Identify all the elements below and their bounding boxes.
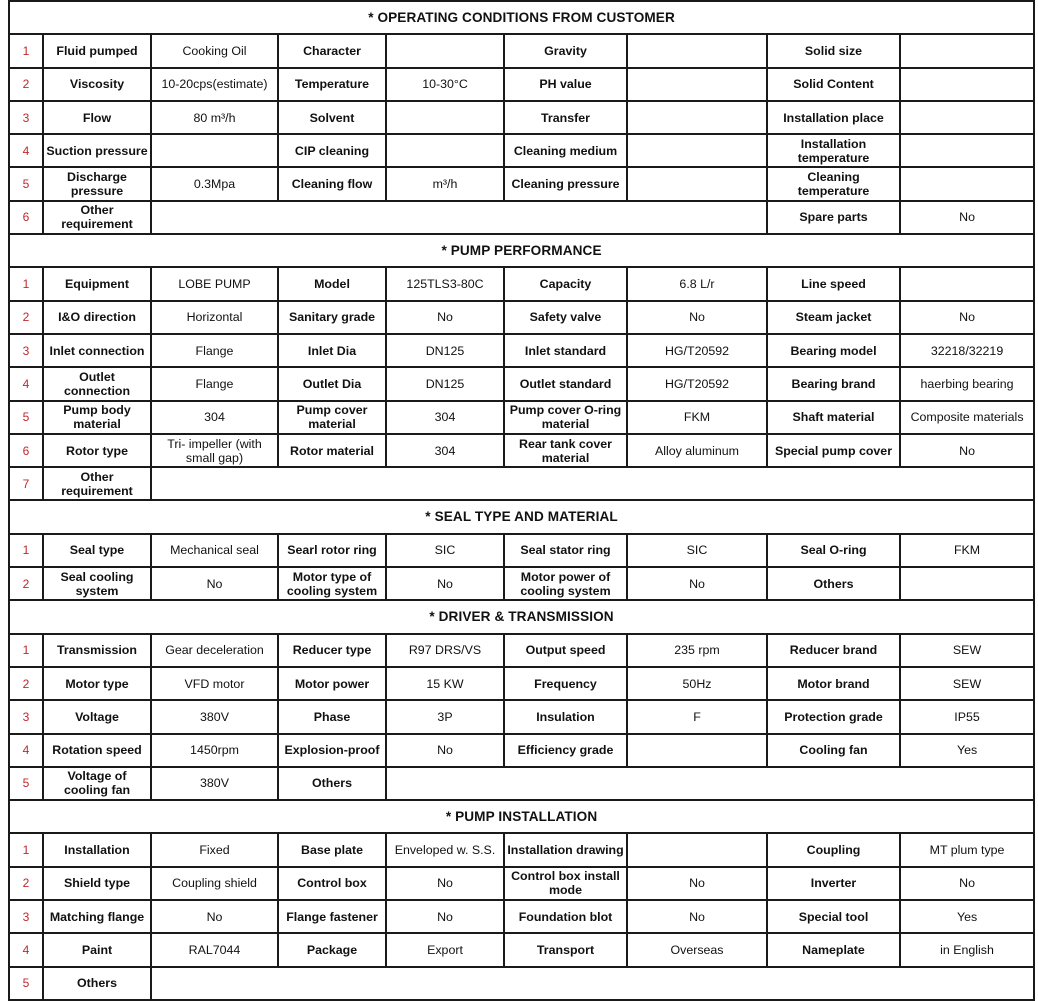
table-row <box>9 667 1034 700</box>
field-label: Paint <box>43 933 151 966</box>
field-label: Other requirement <box>43 467 151 500</box>
field-value: No <box>627 567 767 600</box>
field-label: Inlet Dia <box>278 334 386 367</box>
field-label: Inverter <box>767 867 900 900</box>
row-number: 4 <box>9 367 43 400</box>
field-value <box>900 567 1034 600</box>
field-label: Solid size <box>767 34 900 67</box>
field-value: RAL7044 <box>151 933 278 966</box>
field-value: No <box>151 567 278 600</box>
field-value: 125TLS3-80C <box>386 267 504 300</box>
field-label: Motor type <box>43 667 151 700</box>
field-value: No <box>900 434 1034 467</box>
field-value <box>386 767 1034 800</box>
field-value: HG/T20592 <box>627 367 767 400</box>
field-label: Character <box>278 34 386 67</box>
table-row <box>9 867 1034 900</box>
field-value: haerbing bearing <box>900 367 1034 400</box>
field-value <box>151 967 1034 1000</box>
field-label: Reducer brand <box>767 634 900 667</box>
row-number: 4 <box>9 933 43 966</box>
row-number: 5 <box>9 401 43 434</box>
field-value: Coupling shield <box>151 867 278 900</box>
field-value: 10-20cps(estimate) <box>151 68 278 101</box>
row-number: 3 <box>9 900 43 933</box>
field-value <box>900 267 1034 300</box>
row-number: 5 <box>9 767 43 800</box>
field-value: SIC <box>386 534 504 567</box>
field-value: Gear deceleration <box>151 634 278 667</box>
field-label: Special tool <box>767 900 900 933</box>
field-value: No <box>386 867 504 900</box>
field-label: Transport <box>504 933 627 966</box>
field-value: Alloy aluminum <box>627 434 767 467</box>
field-value <box>627 833 767 866</box>
field-label: Temperature <box>278 68 386 101</box>
table-row <box>9 767 1034 800</box>
table-row <box>9 434 1034 467</box>
row-number: 6 <box>9 201 43 234</box>
field-label: Motor power of cooling system <box>504 567 627 600</box>
row-number: 3 <box>9 101 43 134</box>
field-label: Control box <box>278 867 386 900</box>
field-label: Cleaning pressure <box>504 167 627 200</box>
field-value <box>151 201 767 234</box>
field-value <box>386 101 504 134</box>
field-value: Yes <box>900 734 1034 767</box>
field-value: Enveloped w. S.S. <box>386 833 504 866</box>
field-label: Reducer type <box>278 634 386 667</box>
field-value: Flange <box>151 367 278 400</box>
field-value: 304 <box>386 434 504 467</box>
row-number: 2 <box>9 68 43 101</box>
field-label: Frequency <box>504 667 627 700</box>
table-row <box>9 334 1034 367</box>
field-label: Bearing brand <box>767 367 900 400</box>
row-number: 3 <box>9 700 43 733</box>
field-label: Equipment <box>43 267 151 300</box>
table-row <box>9 734 1034 767</box>
field-value: No <box>386 301 504 334</box>
section-title: * DRIVER & TRANSMISSION <box>9 600 1034 633</box>
row-number: 2 <box>9 567 43 600</box>
field-label: Installation <box>43 833 151 866</box>
field-label: Bearing model <box>767 334 900 367</box>
field-value: 15 KW <box>386 667 504 700</box>
field-value: VFD motor <box>151 667 278 700</box>
field-label: Seal type <box>43 534 151 567</box>
section-title: * PUMP PERFORMANCE <box>9 234 1034 267</box>
field-value: 1450rpm <box>151 734 278 767</box>
table-row <box>9 101 1034 134</box>
field-label: Inlet connection <box>43 334 151 367</box>
section-title: * OPERATING CONDITIONS FROM CUSTOMER <box>9 1 1034 34</box>
row-number: 2 <box>9 867 43 900</box>
field-value <box>900 68 1034 101</box>
field-value: DN125 <box>386 334 504 367</box>
field-value: SEW <box>900 667 1034 700</box>
table-row <box>9 900 1034 933</box>
field-value: No <box>386 734 504 767</box>
table-row <box>9 401 1034 434</box>
field-label: Others <box>767 567 900 600</box>
field-value <box>900 101 1034 134</box>
field-value: Composite materials <box>900 401 1034 434</box>
field-value <box>627 34 767 67</box>
field-value <box>627 68 767 101</box>
field-label: Output speed <box>504 634 627 667</box>
field-value: No <box>627 867 767 900</box>
field-label: Transmission <box>43 634 151 667</box>
field-value: MT plum type <box>900 833 1034 866</box>
field-label: CIP cleaning <box>278 134 386 167</box>
row-number: 6 <box>9 434 43 467</box>
field-value: SIC <box>627 534 767 567</box>
table-row <box>9 567 1034 600</box>
field-label: Outlet standard <box>504 367 627 400</box>
field-label: Package <box>278 933 386 966</box>
field-value: 10-30°C <box>386 68 504 101</box>
field-label: Coupling <box>767 833 900 866</box>
field-value: 80 m³/h <box>151 101 278 134</box>
field-value: m³/h <box>386 167 504 200</box>
field-label: Base plate <box>278 833 386 866</box>
field-label: Matching flange <box>43 900 151 933</box>
field-value: Cooking Oil <box>151 34 278 67</box>
table-row <box>9 34 1034 67</box>
field-value: HG/T20592 <box>627 334 767 367</box>
field-value <box>627 134 767 167</box>
field-label: Solvent <box>278 101 386 134</box>
field-label: Line speed <box>767 267 900 300</box>
field-value: DN125 <box>386 367 504 400</box>
field-value: Horizontal <box>151 301 278 334</box>
field-value <box>151 134 278 167</box>
field-label: Spare parts <box>767 201 900 234</box>
field-value: 6.8 L/r <box>627 267 767 300</box>
field-label: Explosion-proof <box>278 734 386 767</box>
field-value: Mechanical seal <box>151 534 278 567</box>
field-label: Model <box>278 267 386 300</box>
field-label: Cleaning temperature <box>767 167 900 200</box>
table-row <box>9 534 1034 567</box>
field-value: Export <box>386 933 504 966</box>
row-number: 5 <box>9 167 43 200</box>
field-label: Fluid pumped <box>43 34 151 67</box>
row-number: 3 <box>9 334 43 367</box>
field-label: Outlet Dia <box>278 367 386 400</box>
field-label: Shield type <box>43 867 151 900</box>
field-value <box>627 734 767 767</box>
field-label: Cleaning medium <box>504 134 627 167</box>
field-value: 380V <box>151 700 278 733</box>
row-number: 2 <box>9 301 43 334</box>
field-label: Suction pressure <box>43 134 151 167</box>
field-label: Rotor material <box>278 434 386 467</box>
field-label: Seal stator ring <box>504 534 627 567</box>
field-label: Insulation <box>504 700 627 733</box>
field-label: Efficiency grade <box>504 734 627 767</box>
field-value: No <box>900 201 1034 234</box>
table-row <box>9 134 1034 167</box>
field-label: Pump cover O-ring material <box>504 401 627 434</box>
field-value: 50Hz <box>627 667 767 700</box>
row-number: 1 <box>9 34 43 67</box>
field-value: FKM <box>900 534 1034 567</box>
field-label: Outlet connection <box>43 367 151 400</box>
field-value: IP55 <box>900 700 1034 733</box>
section-header <box>9 800 1034 833</box>
field-label: Inlet standard <box>504 334 627 367</box>
field-value <box>627 167 767 200</box>
table-row <box>9 301 1034 334</box>
field-value: No <box>386 900 504 933</box>
field-value: No <box>386 567 504 600</box>
field-label: Motor brand <box>767 667 900 700</box>
field-value: 0.3Mpa <box>151 167 278 200</box>
field-value: 304 <box>386 401 504 434</box>
row-number: 7 <box>9 467 43 500</box>
field-label: I&O direction <box>43 301 151 334</box>
section-title: * SEAL TYPE AND MATERIAL <box>9 500 1034 533</box>
field-label: Solid Content <box>767 68 900 101</box>
field-label: Installation place <box>767 101 900 134</box>
field-value <box>900 34 1034 67</box>
field-label: Pump body material <box>43 401 151 434</box>
table-row <box>9 267 1034 300</box>
field-label: Nameplate <box>767 933 900 966</box>
field-label: Shaft material <box>767 401 900 434</box>
field-value: Overseas <box>627 933 767 966</box>
field-value <box>900 134 1034 167</box>
table-row <box>9 833 1034 866</box>
field-label: Discharge pressure <box>43 167 151 200</box>
field-label: Rear tank cover material <box>504 434 627 467</box>
field-label: Cleaning flow <box>278 167 386 200</box>
field-value: FKM <box>627 401 767 434</box>
field-label: Phase <box>278 700 386 733</box>
field-label: Motor type of cooling system <box>278 567 386 600</box>
row-number: 2 <box>9 667 43 700</box>
field-label: Seal cooling system <box>43 567 151 600</box>
field-value <box>627 101 767 134</box>
field-label: Installation temperature <box>767 134 900 167</box>
table-row <box>9 467 1034 500</box>
field-value: No <box>627 301 767 334</box>
field-label: Others <box>278 767 386 800</box>
field-label: Seal O-ring <box>767 534 900 567</box>
field-label: Rotation speed <box>43 734 151 767</box>
field-label: Steam jacket <box>767 301 900 334</box>
field-label: Protection grade <box>767 700 900 733</box>
field-value: in English <box>900 933 1034 966</box>
row-number: 1 <box>9 833 43 866</box>
section-header <box>9 600 1034 633</box>
field-label: Control box install mode <box>504 867 627 900</box>
field-label: Special pump cover <box>767 434 900 467</box>
row-number: 1 <box>9 267 43 300</box>
row-number: 5 <box>9 967 43 1000</box>
field-value <box>386 134 504 167</box>
table-row <box>9 167 1034 200</box>
field-value: Tri- impeller (with small gap) <box>151 434 278 467</box>
field-label: Other requirement <box>43 201 151 234</box>
field-value: 32218/32219 <box>900 334 1034 367</box>
field-value: 3P <box>386 700 504 733</box>
field-label: Flange fastener <box>278 900 386 933</box>
field-value <box>900 167 1034 200</box>
table-row <box>9 634 1034 667</box>
section-header <box>9 234 1034 267</box>
table-row <box>9 201 1034 234</box>
field-label: Sanitary grade <box>278 301 386 334</box>
field-value: No <box>900 867 1034 900</box>
field-label: Capacity <box>504 267 627 300</box>
field-label: Cooling fan <box>767 734 900 767</box>
field-label: Voltage <box>43 700 151 733</box>
row-number: 1 <box>9 634 43 667</box>
row-number: 1 <box>9 534 43 567</box>
field-label: Transfer <box>504 101 627 134</box>
field-value <box>386 34 504 67</box>
field-value: 235 rpm <box>627 634 767 667</box>
field-label: Gravity <box>504 34 627 67</box>
field-label: Searl rotor ring <box>278 534 386 567</box>
field-value: LOBE PUMP <box>151 267 278 300</box>
field-value <box>151 467 1034 500</box>
field-value: SEW <box>900 634 1034 667</box>
field-value: 380V <box>151 767 278 800</box>
field-label: Others <box>43 967 151 1000</box>
field-label: Voltage of cooling fan <box>43 767 151 800</box>
field-value: Fixed <box>151 833 278 866</box>
section-header <box>9 500 1034 533</box>
pump-data-sheet <box>8 0 1035 1001</box>
field-label: PH value <box>504 68 627 101</box>
row-number: 4 <box>9 134 43 167</box>
section-title: * PUMP INSTALLATION <box>9 800 1034 833</box>
table-row <box>9 700 1034 733</box>
field-label: Safety valve <box>504 301 627 334</box>
section-header <box>9 1 1034 34</box>
field-label: Rotor type <box>43 434 151 467</box>
field-label: Viscosity <box>43 68 151 101</box>
table-row <box>9 367 1034 400</box>
row-number: 4 <box>9 734 43 767</box>
field-value: No <box>900 301 1034 334</box>
field-label: Foundation blot <box>504 900 627 933</box>
field-value: No <box>627 900 767 933</box>
field-label: Motor power <box>278 667 386 700</box>
field-value: F <box>627 700 767 733</box>
field-value: No <box>151 900 278 933</box>
field-label: Pump cover material <box>278 401 386 434</box>
field-value: 304 <box>151 401 278 434</box>
field-value: Yes <box>900 900 1034 933</box>
field-label: Flow <box>43 101 151 134</box>
table-row <box>9 68 1034 101</box>
table-row <box>9 967 1034 1000</box>
field-label: Installation drawing <box>504 833 627 866</box>
field-value: Flange <box>151 334 278 367</box>
field-value: R97 DRS/VS <box>386 634 504 667</box>
table-row <box>9 933 1034 966</box>
